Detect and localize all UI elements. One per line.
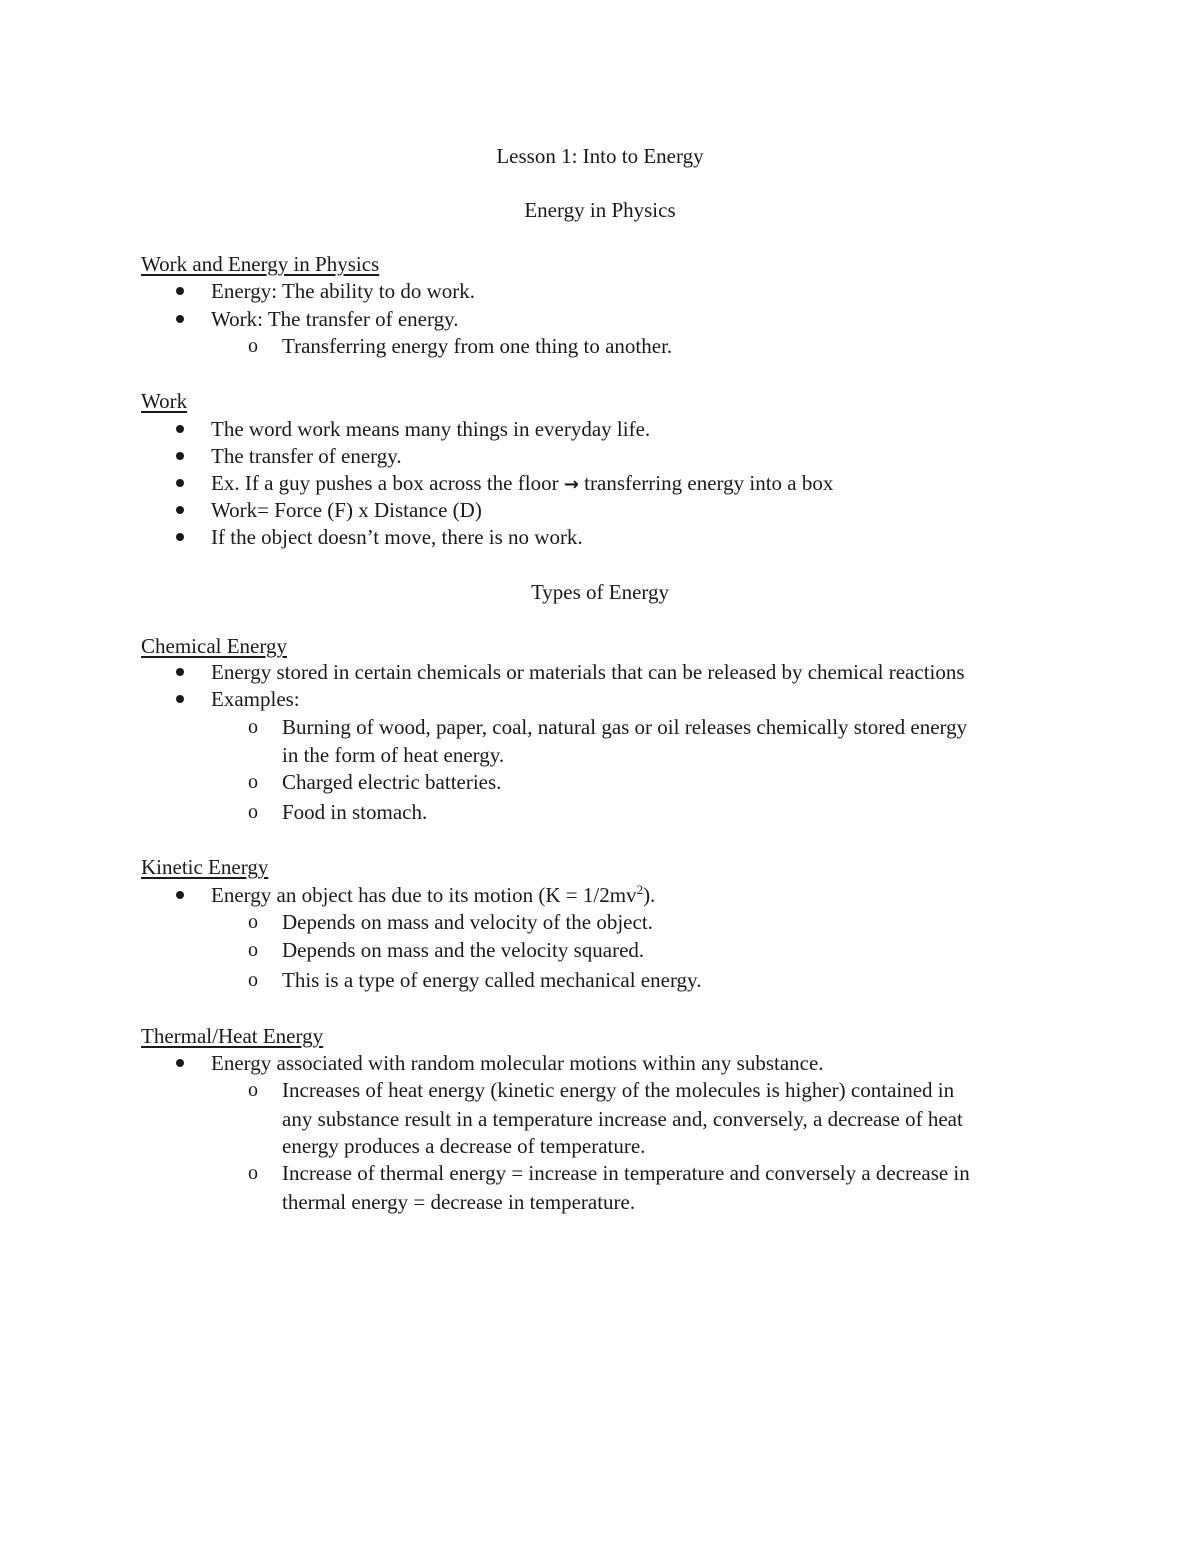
list-item: Charged electric batteries. (282, 770, 502, 794)
section-heading-chemical: Chemical Energy (141, 634, 287, 658)
list-item: Work= Force (F) x Distance (D) (211, 498, 482, 522)
bullet-icon (176, 506, 184, 514)
formula-text: Energy an object has due to its motion (K = 1/2mv (211, 883, 637, 907)
list-item: Depends on mass and the velocity squared. (282, 938, 645, 962)
bullet-icon (176, 479, 184, 487)
bullet-icon (176, 452, 184, 460)
section-heading-kinetic: Kinetic Energy (141, 855, 269, 879)
page-title: Lesson 1: Into to Energy (496, 144, 704, 168)
list-item-formula (211, 881, 655, 909)
sub-bullet-icon: o (248, 771, 258, 793)
example-result: transferring energy into a box (584, 471, 834, 495)
section-heading-thermal: Thermal/Heat Energy (141, 1024, 324, 1048)
section-heading-work: Work (141, 389, 188, 413)
bullet-icon (176, 315, 184, 323)
list-item: If the object doesn’t move, there is no work. (211, 525, 583, 549)
sub-bullet-icon: o (248, 1079, 258, 1101)
list-item-continuation: thermal energy = decrease in temperature. (282, 1190, 636, 1214)
list-item: Transferring energy from one thing to another. (282, 334, 673, 358)
list-item: Depends on mass and velocity of the object. (282, 910, 653, 934)
list-item: The word work means many things in everyday life. (211, 417, 651, 441)
bullet-icon (176, 1059, 184, 1067)
sub-bullet-icon: o (248, 716, 258, 738)
list-item-continuation: energy produces a decrease of temperature. (282, 1134, 646, 1158)
list-item: Energy: The ability to do work. (211, 279, 476, 303)
section-heading-work-energy: Work and Energy in Physics (141, 252, 380, 276)
list-item: The transfer of energy. (211, 444, 402, 468)
bullet-icon (176, 695, 184, 703)
bullet-icon (176, 533, 184, 541)
list-item: Energy associated with random molecular motions within any substance. (211, 1051, 824, 1075)
list-item-example (211, 469, 833, 499)
page-subtitle: Energy in Physics (524, 198, 676, 222)
list-item: Energy stored in certain chemicals or materials that can be released by chemical reactions (211, 660, 965, 684)
list-item: This is a type of energy called mechanical energy. (282, 968, 702, 992)
formula-end: ). (643, 883, 656, 907)
list-item: Work: The transfer of energy. (211, 307, 459, 331)
list-item: Increases of heat energy (kinetic energy of the molecules is higher) contained in (282, 1078, 955, 1102)
list-item: Increase of thermal energy = increase in temperature and conversely a decrease in (282, 1161, 970, 1185)
sub-bullet-icon: o (248, 939, 258, 961)
list-item-continuation: in the form of heat energy. (282, 743, 505, 767)
sub-bullet-icon: o (248, 1162, 258, 1184)
bullet-icon (176, 668, 184, 676)
sub-bullet-icon: o (248, 335, 258, 357)
bullet-icon (176, 287, 184, 295)
types-heading: Types of Energy (530, 580, 670, 604)
sub-bullet-icon: o (248, 801, 258, 823)
formula-exponent: 2 (636, 882, 644, 897)
bullet-icon (176, 891, 184, 899)
list-item: Food in stomach. (282, 800, 428, 824)
list-item-continuation: any substance result in a temperature increase and, conversely, a decrease of heat (282, 1107, 963, 1131)
example-text: Ex. If a guy pushes a box across the floor (211, 471, 559, 495)
sub-bullet-icon: o (248, 969, 258, 991)
bullet-icon (176, 425, 184, 433)
arrow-right-icon: → (563, 474, 579, 495)
list-item: Burning of wood, paper, coal, natural gas or oil releases chemically stored energy (282, 715, 968, 739)
sub-bullet-icon: o (248, 911, 258, 933)
list-item: Examples: (211, 687, 300, 711)
